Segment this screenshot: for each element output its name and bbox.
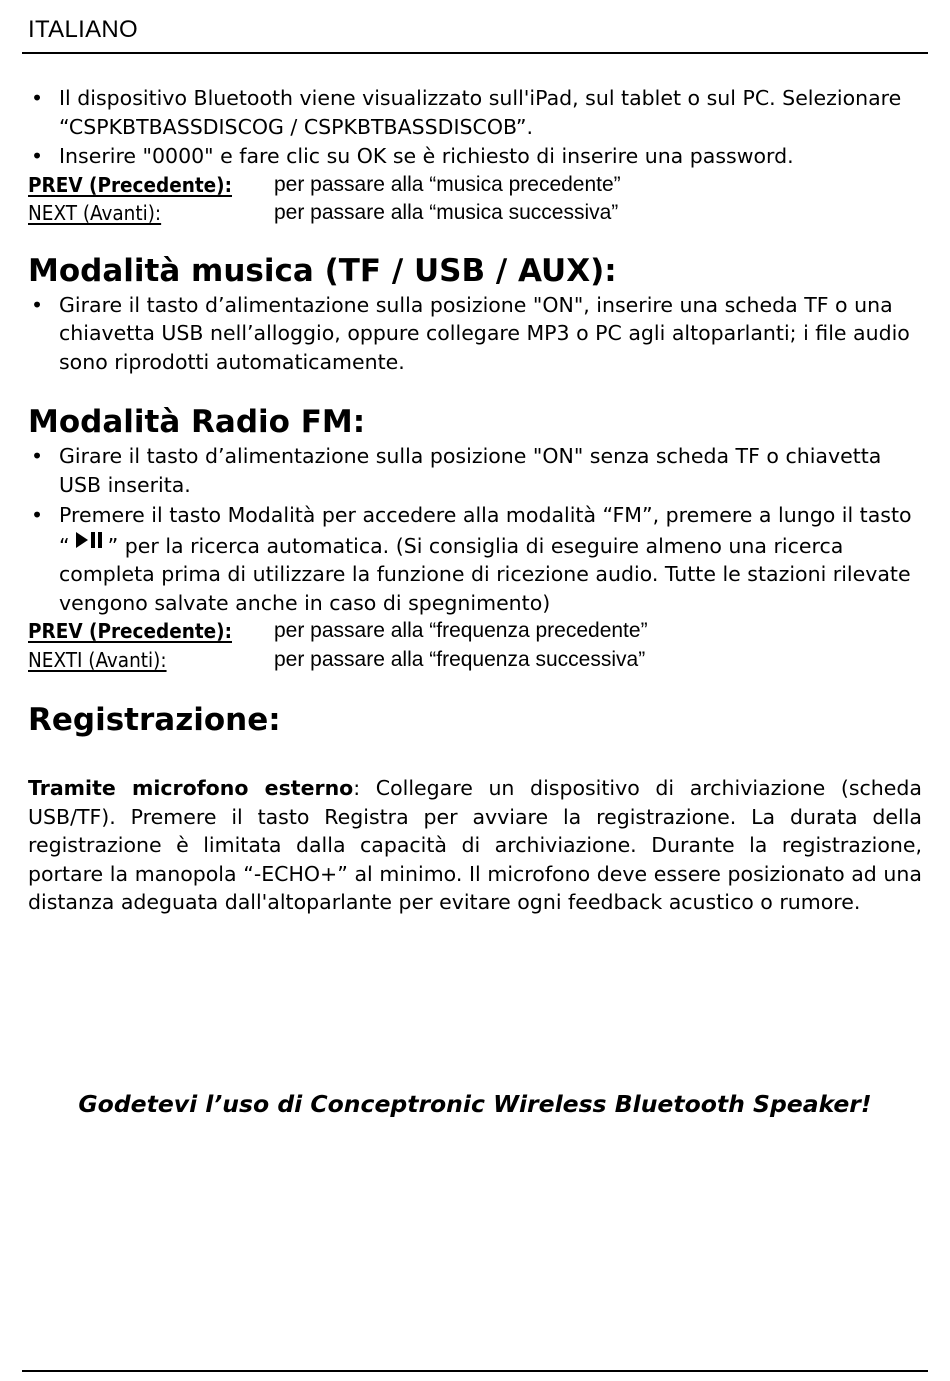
next-key: NEXT (Avanti): xyxy=(28,201,162,225)
next-value: per passare alla “musica successiva” xyxy=(274,201,619,224)
bluetooth-prev-row xyxy=(28,171,922,200)
music-mode-heading: Modalità musica (TF / USB / AUX): xyxy=(28,252,617,289)
bullet-icon: • xyxy=(31,292,44,317)
recording-lead: Tramite microfono esterno xyxy=(28,776,354,800)
bullet-icon: • xyxy=(31,86,44,110)
list-item: • Girare il tasto d’alimentazione sulla posizione "ON", inserire una scheda TF o una chiavetta USB nell’alloggio, oppure collegare MP3 o PC agli altoparlanti; i file audio sono riprodotti automaticamente. xyxy=(31,292,910,374)
list-item: • Inserire "0000" e fare clic su OK se è richiesto di inserire una password. xyxy=(28,142,922,171)
list-item: • Premere il tasto Modalità per accedere alla modalità “FM”, premere a lungo il tasto “ ” per la ricerca automatica. (Si consiglia di eseguire almeno una ricerca completa prima di utilizzare la funzione di ricezione audio. Tutte le stazioni rilevate vengono salvate anche in caso di spegnimento) xyxy=(31,503,912,615)
list-item: • Girare il tasto d’alimentazione sulla posizione "ON" senza scheda TF o chiavetta USB inserita. xyxy=(31,444,882,497)
recording-heading: Registrazione: xyxy=(28,702,281,738)
prev-value: per passare alla “frequenza precedente” xyxy=(274,619,648,642)
bluetooth-next-row xyxy=(28,199,922,228)
signoff-text: Godetevi l’uso di Conceptronic Wireless Bluetooth Speaker! xyxy=(78,1090,872,1118)
bullet-icon: • xyxy=(31,444,44,468)
next-key: NEXTI (Avanti): xyxy=(28,647,167,672)
recording-paragraph: Tramite microfono esterno: Collegare un dispositivo di archiviazione (scheda USB/TF). Premere il tasto Registra per avviare la registrazione. La durata della registrazione è limitata dalla capacità di archiviazione. Durante la registrazione, portare la manopola “-ECHO+” al minimo. Il microfono deve essere posizionato ad una distanza adeguata dall'altoparlante per evitare ogni feedback acustico o rumore. xyxy=(28,776,922,914)
header-rule xyxy=(22,52,928,54)
prev-key: PREV (Precedente): xyxy=(28,619,232,643)
bullet-icon: • xyxy=(31,503,44,527)
radio-mode-heading: Modalità Radio FM: xyxy=(28,404,366,440)
prev-key: PREV (Precedente): xyxy=(28,172,232,197)
radio-mode-steps xyxy=(28,442,922,617)
manual-content xyxy=(28,84,922,917)
bullet-icon: • xyxy=(31,144,44,168)
music-mode-steps xyxy=(28,291,922,377)
list-item: • Il dispositivo Bluetooth viene visualizzato sull'iPad, sul tablet o sul PC. Selezionare “CSPKBTBASSDISCOG / CSPKBTBASSDISCOB”. xyxy=(31,86,902,139)
radio-prev-row xyxy=(28,617,922,646)
bluetooth-steps xyxy=(28,84,922,171)
next-value: per passare alla “frequenza successiva” xyxy=(274,647,646,671)
language-header: ITALIANO xyxy=(28,16,138,43)
prev-value: per passare alla “musica precedente” xyxy=(274,172,621,196)
play-pause-icon xyxy=(74,530,104,550)
footer-rule xyxy=(22,1370,928,1372)
radio-next-row xyxy=(28,646,922,675)
